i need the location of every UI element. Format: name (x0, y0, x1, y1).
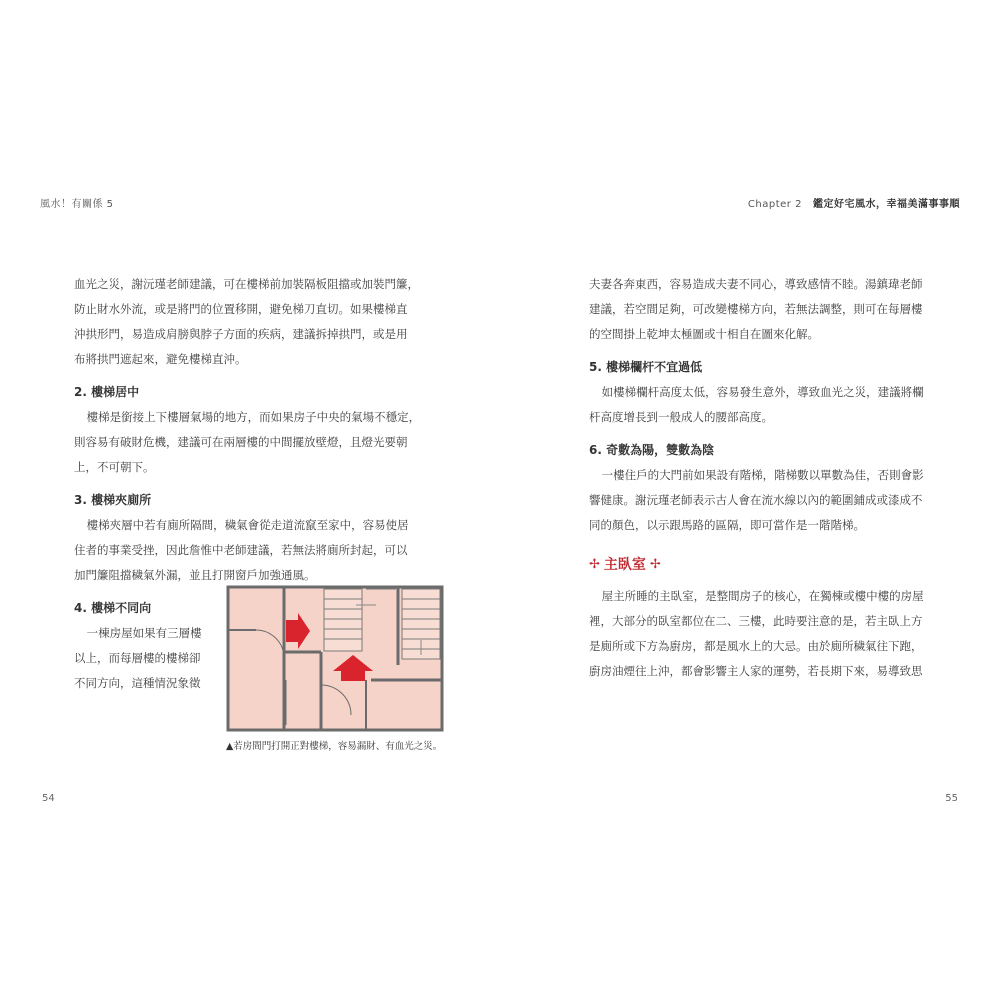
paragraph-line: 加門簾阻擋穢氣外漏，並且打開窗戶加強通風。 (74, 568, 316, 582)
ornament-icon: ✢ (589, 557, 600, 572)
paragraph-line: 如樓梯欄杆高度太低，容易發生意外，導致血光之災，建議將欄 (601, 385, 924, 399)
section-heading: 3. 樓梯夾廁所 (74, 493, 152, 507)
page-number-left: 54 (42, 793, 55, 804)
paragraph-line: 樓梯是銜接上下樓層氣場的地方，而如果房子中央的氣場不穩定， (86, 410, 421, 424)
paragraph-line: 同的顏色，以示跟馬路的區隔，即可當作是一階階梯。 (589, 518, 865, 532)
main-section-title (589, 552, 949, 578)
running-header-left: 風水！有關係 5 (40, 199, 114, 210)
paragraph-line: 血光之災，謝沅瑾老師建議，可在樓梯前加裝隔板阻擋或加裝門簾， (74, 277, 419, 291)
main-section-title-text: 主臥室 (603, 557, 646, 573)
paragraph-line: 防止財水外流，或是將門的位置移開，避免梯刀直切。如果樓梯直 (74, 302, 408, 316)
section-heading: 6. 奇數為陽，雙數為陰 (589, 443, 715, 457)
paragraph-line: 屋主所睡的主臥室，是整間房子的核心，在獨棟或樓中樓的房屋 (601, 589, 924, 603)
section-heading: 5. 樓梯欄杆不宜過低 (589, 360, 703, 374)
paragraph-line: 一棟房屋如果有三層樓 (86, 626, 202, 640)
running-header-right (748, 195, 960, 210)
paragraph-line: 樓梯夾層中若有廁所隔間，穢氣會從走道流竄至家中，容易使居 (86, 518, 409, 532)
ornament-icon: ✢ (649, 557, 661, 572)
paragraph-line: 不同方向，這種情況象徵 (74, 676, 201, 690)
paragraph-line: 布將拱門遮起來，避免樓梯直沖。 (74, 352, 247, 366)
paragraph-line: 建議，若空間足夠，可改變樓梯方向，若無法調整，則可在每層樓 (589, 302, 923, 316)
chapter-label: Chapter 2 (747, 199, 802, 210)
paragraph-line: 廚房油煙往上沖，都會影響主人家的運勢，若長期下來，易導致思 (589, 664, 923, 678)
paragraph-line: 的空間掛上乾坤太極圖或十相自在圖來化解。 (589, 327, 819, 341)
page-number-right: 55 (945, 793, 958, 804)
figure-caption: ▲若房間門打開正對樓梯，容易漏財、有血光之災。 (226, 741, 443, 752)
paragraph-line: 一樓住戶的大門前如果設有階梯，階梯數以單數為佳，否則會影 (601, 468, 924, 482)
section-heading: 4. 樓梯不同向 (74, 601, 152, 615)
paragraph-line: 則容易有破財危機，建議可在兩層樓的中間擺放壁燈，且燈光要朝 (74, 435, 408, 449)
section-heading: 2. 樓梯居中 (74, 385, 140, 399)
floor-plan-illustration (226, 585, 446, 735)
paragraph-line: 夫妻各奔東西，容易造成夫妻不同心，導致感情不睦。湯鎮瑋老師 (589, 277, 923, 291)
paragraph-line: 裡，大部分的臥室都位在二、三樓，此時要注意的是，若主臥上方 (589, 614, 923, 628)
chapter-title: 鑑定好宅風水，幸福美滿事事順 (813, 199, 960, 210)
paragraph-line: 是廁所或下方為廚房，都是風水上的大忌。由於廁所穢氣往下跑， (589, 639, 923, 653)
right-column (589, 272, 949, 684)
paragraph-line: 住者的事業受挫，因此詹惟中老師建議，若無法將廁所封起，可以 (74, 543, 408, 557)
paragraph-line: 沖拱形門，易造成肩膀與脖子方面的疾病，建議拆掉拱門，或是用 (74, 327, 408, 341)
paragraph-line: 上，不可朝下。 (74, 460, 155, 474)
paragraph-line: 以上，而每層樓的樓梯卻 (74, 651, 201, 665)
paragraph-line: 響健康。謝沅瑾老師表示古人會在流水線以內的範圍鋪成或漆成不 (589, 493, 923, 507)
paragraph-line: 杆高度增長到一般成人的腰部高度。 (589, 410, 773, 424)
